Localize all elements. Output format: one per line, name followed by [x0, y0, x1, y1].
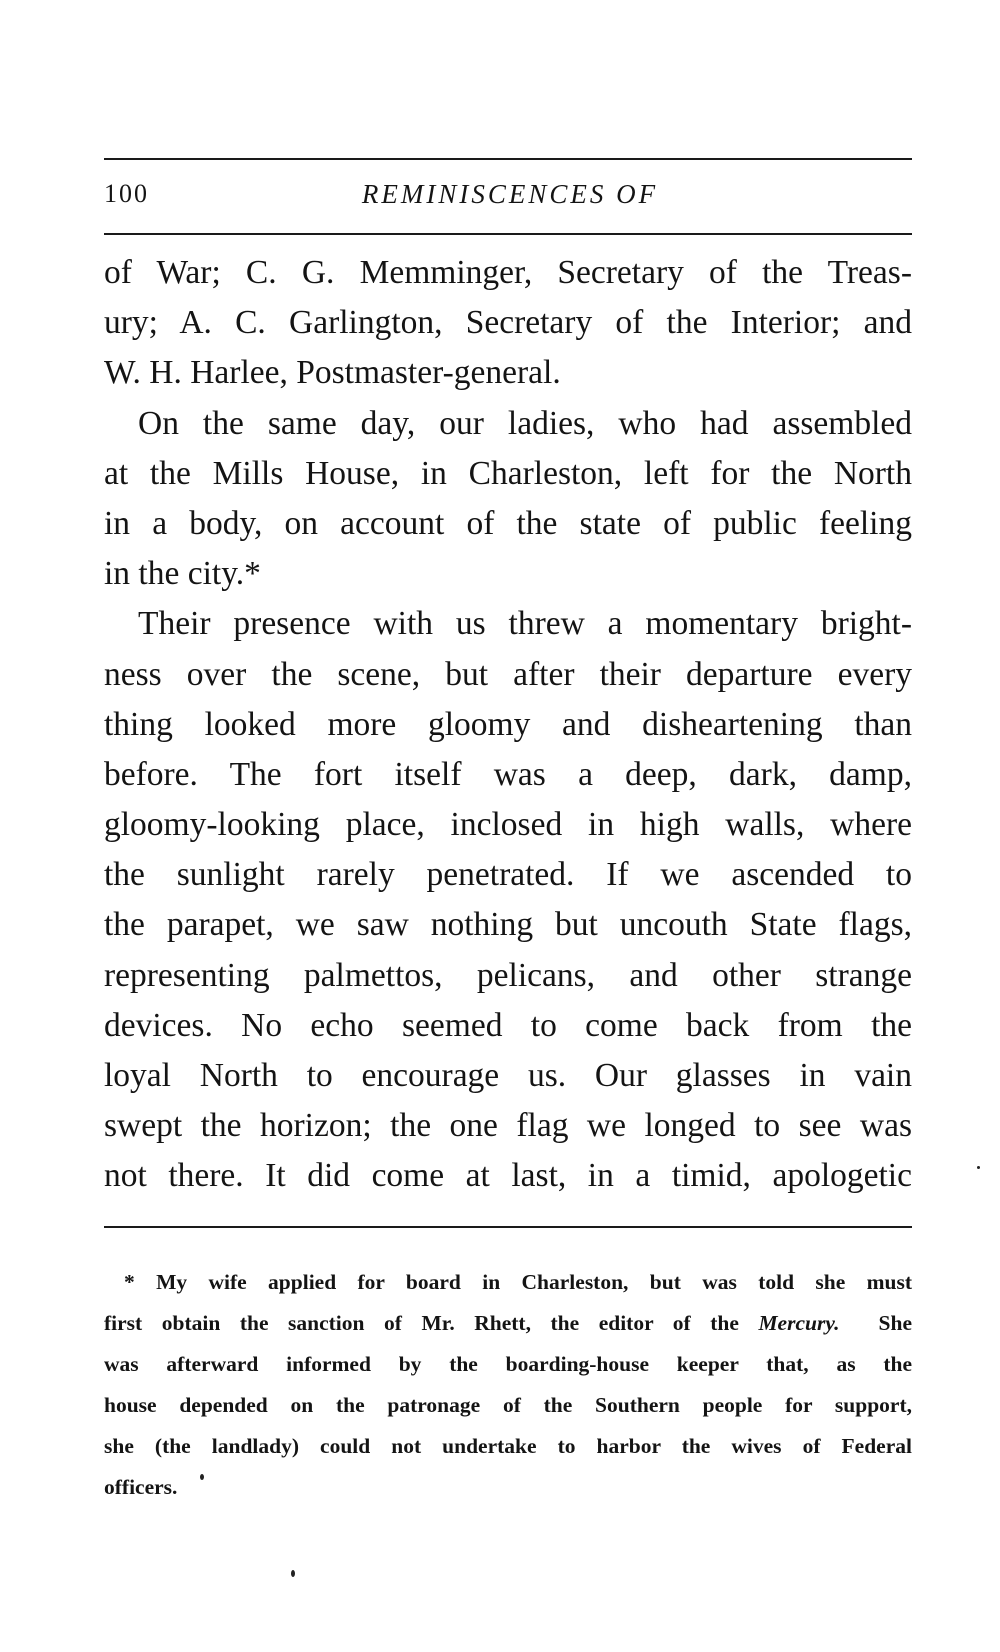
- body-line: of War; C. G. Memminger, Secretary of the Treas-: [104, 254, 912, 291]
- body-text: [104, 248, 912, 1202]
- footnote-marker: *: [124, 1270, 135, 1294]
- body-line: at the Mills House, in Charleston, left for the North: [104, 454, 912, 492]
- body-line: in the city.*: [104, 555, 261, 593]
- body-line: ury; A. C. Garlington, Secretary of the Interior; and: [104, 304, 912, 342]
- footnote-line: was afterward informed by the boarding-house keeper that, as the: [104, 1352, 912, 1376]
- top-rule: [104, 158, 912, 160]
- body-line: W. H. Harlee, Postmaster-general.: [104, 354, 561, 392]
- body-line: not there. It did come at last, in a timid, apologetic: [104, 1157, 912, 1195]
- body-line: devices. No echo seemed to come back from the: [104, 1006, 912, 1044]
- newspaper-title: Mercury.: [758, 1311, 840, 1335]
- footnote-line: officers.: [104, 1475, 178, 1499]
- body-line: before. The fort itself was a deep, dark, damp,: [104, 755, 912, 793]
- body-line: swept the horizon; the one flag we longed to see was: [104, 1107, 912, 1145]
- footnote-line: [104, 1303, 912, 1344]
- running-title: REMINISCENCES OF: [361, 179, 659, 209]
- ink-speck: [291, 1570, 295, 1577]
- body-line: gloomy-looking place, inclosed in high walls, where: [104, 806, 912, 844]
- ink-speck: [977, 1166, 980, 1169]
- body-line: representing palmettos, pelicans, and other strange: [104, 956, 912, 994]
- footnote-text: first obtain the sanction of Mr. Rhett, the editor of the: [104, 1311, 739, 1335]
- header-rule: [104, 233, 912, 235]
- body-line: the sunlight rarely penetrated. If we ascended to: [104, 856, 912, 894]
- footnote-text: She: [878, 1311, 912, 1335]
- footnote-line: house depended on the patronage of the Southern people for support,: [104, 1393, 912, 1417]
- page-number: 100: [104, 179, 149, 208]
- ink-speck: [200, 1474, 204, 1480]
- footnote-line: [104, 1262, 912, 1303]
- body-line: On the same day, our ladies, who had assembled: [138, 404, 912, 442]
- footnote-rule: [104, 1226, 912, 1228]
- footnote-line: she (the landlady) could not undertake to harbor the wives of Federal: [104, 1434, 912, 1458]
- body-line: loyal North to encourage us. Our glasses in vain: [104, 1057, 912, 1094]
- body-line: in a body, on account of the state of public feeling: [104, 504, 912, 542]
- body-line: Their presence with us threw a momentary bright-: [138, 605, 912, 643]
- body-line: thing looked more gloomy and disheartening than: [104, 705, 912, 743]
- footnote: [104, 1262, 912, 1508]
- body-line: the parapet, we saw nothing but uncouth State flags,: [104, 906, 912, 944]
- body-line: ness over the scene, but after their departure every: [104, 655, 912, 693]
- footnote-text: My wife applied for board in Charleston, but was told she must: [156, 1270, 913, 1294]
